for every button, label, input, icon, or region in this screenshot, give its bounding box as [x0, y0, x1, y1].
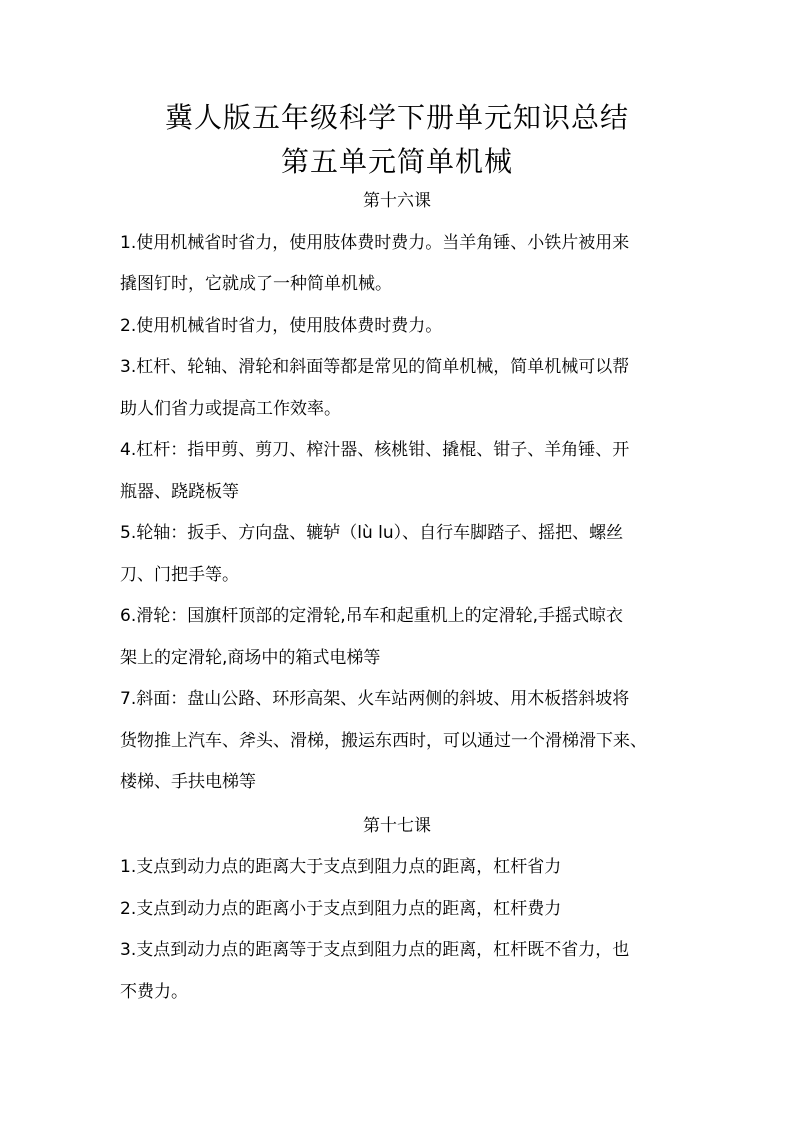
lesson-16-item-2: 2.使用机械省时省力，使用肢体费时费力。: [120, 316, 443, 336]
lesson-16-item-5-line-1: 5.轮轴：扳手、方向盘、辘轳（lù lu）、自行车脚踏子、摇把、螺丝: [120, 523, 624, 543]
lesson-17-item-1: 1.支点到动力点的距离大于支点到阻力点的距离，杠杆省力: [120, 857, 562, 877]
lesson-16-item-1-line-1: 1.使用机械省时省力，使用肢体费时费力。当羊角锤、小铁片被用来: [120, 233, 630, 253]
lesson-17-item-3-line-2: 不费力。: [120, 982, 188, 1002]
lesson-17-heading: 第十七课: [363, 816, 431, 836]
document-title: 冀人版五年级科学下册单元知识总结: [164, 101, 629, 134]
lesson-16-item-7-line-1: 7.斜面：盘山公路、环形高架、火车站两侧的斜坡、用木板搭斜坡将: [120, 689, 630, 709]
lesson-17-item-2: 2.支点到动力点的距离小于支点到阻力点的距离，杠杆费力: [120, 899, 562, 919]
lesson-16-item-7-line-2: 货物推上汽车、斧头、滑梯，搬运东西时，可以通过一个滑梯滑下来、: [120, 731, 647, 751]
lesson-17-item-3-line-1: 3.支点到动力点的距离等于支点到阻力点的距离，杠杆既不省力，也: [120, 940, 630, 960]
lesson-16-item-3-line-1: 3.杠杆、轮轴、滑轮和斜面等都是常见的简单机械，简单机械可以帮: [120, 357, 630, 377]
lesson-16-item-5-line-2: 刀、门把手等。: [120, 565, 239, 585]
lesson-16-item-6-line-2: 架上的定滑轮,商场中的箱式电梯等: [120, 648, 381, 668]
unit-title: 第五单元简单机械: [280, 145, 513, 178]
lesson-16-heading: 第十六课: [363, 191, 431, 211]
lesson-16-item-4-line-2: 瓶器、跷跷板等: [120, 482, 239, 502]
lesson-16-item-6-line-1: 6.滑轮：国旗杆顶部的定滑轮,吊车和起重机上的定滑轮,手摇式晾衣: [120, 606, 624, 626]
lesson-16-item-4-line-1: 4.杠杆：指甲剪、剪刀、榨汁器、核桃钳、撬棍、钳子、羊角锤、开: [120, 440, 630, 460]
lesson-16-item-7-line-3: 楼梯、手扶电梯等: [120, 772, 256, 792]
lesson-16-item-3-line-2: 助人们省力或提高工作效率。: [120, 399, 341, 419]
lesson-16-item-1-line-2: 撬图钉时，它就成了一种简单机械。: [120, 274, 392, 294]
